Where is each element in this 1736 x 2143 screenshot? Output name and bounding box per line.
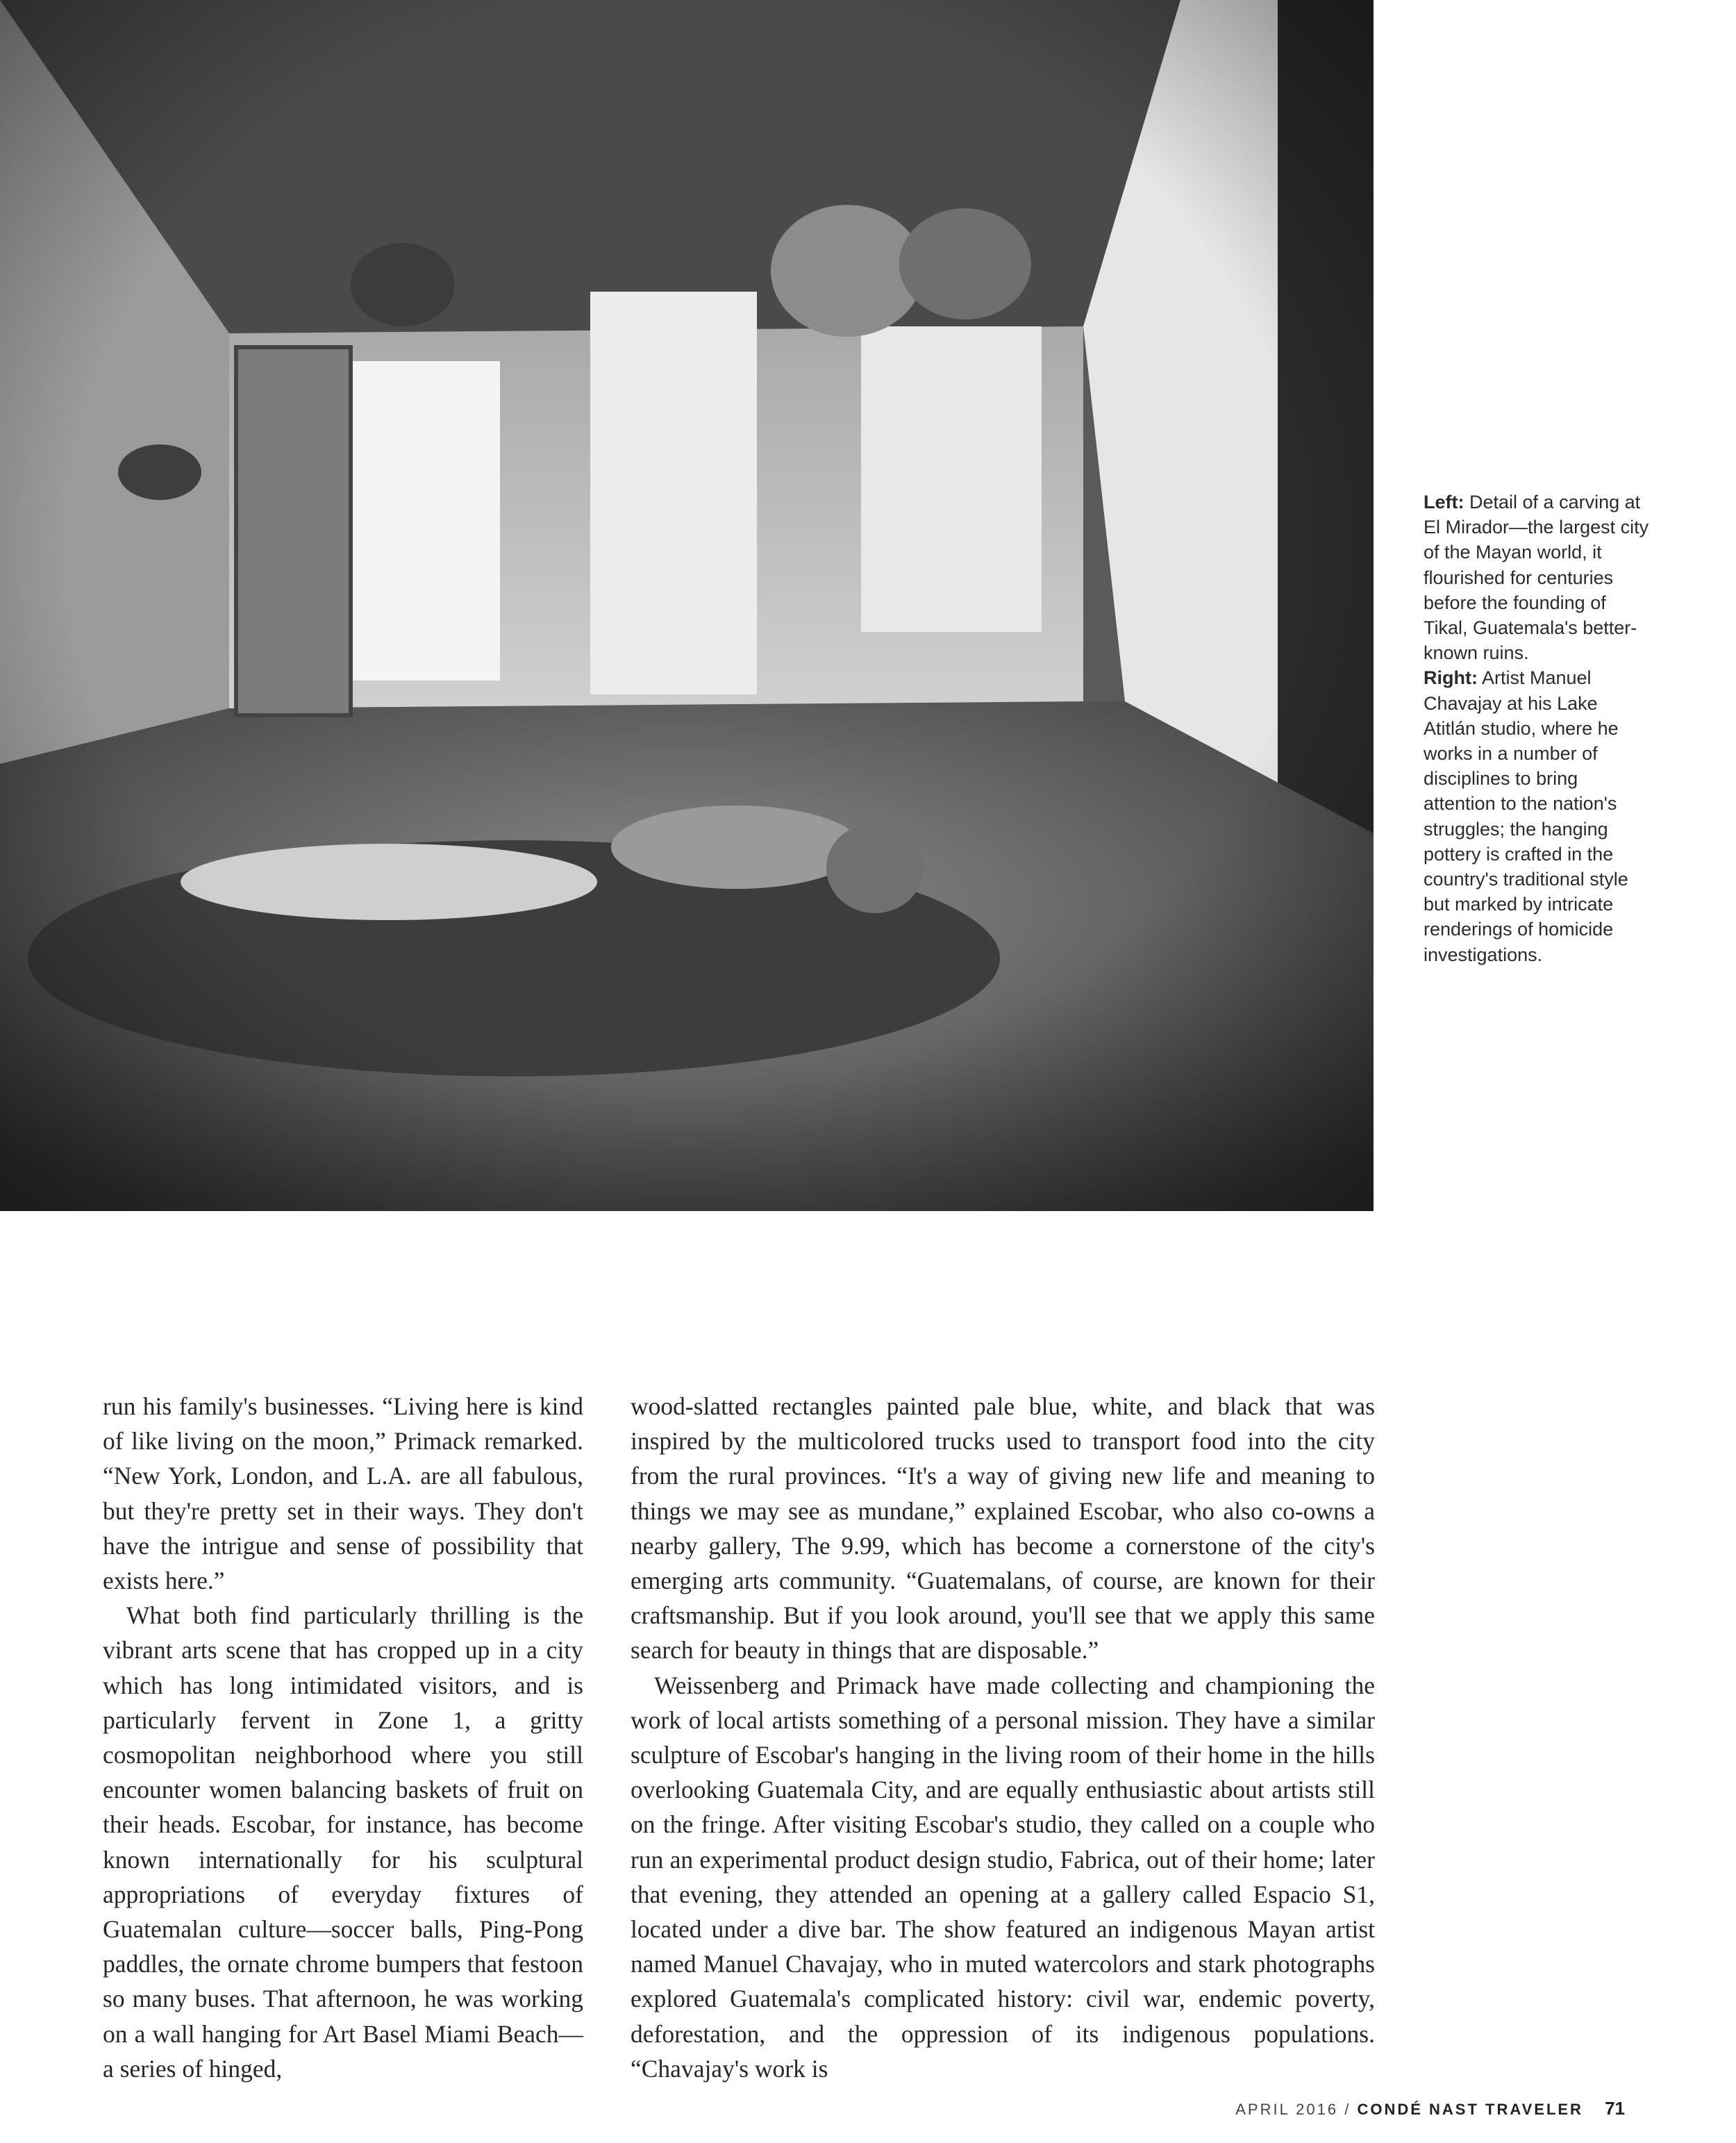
- caption-left-label: Left:: [1424, 492, 1464, 512]
- caption-left-text: Detail of a carving at El Mirador—the largest city of the Mayan world, it flourished for centuries before the founding of Tikal, Guatemala's better-known ruins.: [1424, 492, 1649, 664]
- page-footer: [1055, 2098, 1625, 2119]
- issue-date: APRIL 2016: [1235, 2101, 1339, 2118]
- page-number: 71: [1605, 2098, 1625, 2119]
- studio-photo-illustration: [0, 0, 1374, 1211]
- caption-left: [1424, 490, 1653, 665]
- article-paragraph: run his family's businesses. “Living here is kind of like living on the moon,” Primack remarked. “New York, London, and L.A. are all fabulous, but they're pretty set in their ways. They don't have the intrigue and sense of possibility that exists here.”: [103, 1392, 583, 1595]
- photo-caption: [1424, 490, 1653, 967]
- caption-right-label: Right:: [1424, 667, 1478, 689]
- caption-right: [1424, 665, 1653, 967]
- article-right-column: [631, 1389, 1375, 2086]
- article-left-column: [103, 1389, 583, 2086]
- publication-name: CONDÉ NAST TRAVELER: [1357, 2101, 1583, 2118]
- caption-right-text: Artist Manuel Chavajay at his Lake Atitlán studio, where he works in a number of disciplines to bring attention to the nation's struggles; the hanging pottery is crafted in the country's traditional style but marked by intricate renderings of homicide investigations.: [1424, 667, 1628, 965]
- article-paragraph: wood-slatted rectangles painted pale blue, white, and black that was inspired by the multicolored trucks used to transport food into the city from the rural provinces. “It's a way of giving new life and meaning to things we may see as mundane,” explained Escobar, who also co-owns a nearby gallery, The 9.99, which has become a cornerstone of the city's emerging arts community. “Guatemalans, of course, are known for their craftsmanship. But if you look around, you'll see that we apply this same search for beauty in things that are disposable.”: [631, 1392, 1375, 1665]
- feature-photo: [0, 0, 1374, 1211]
- article-paragraph: What both find particularly thrilling is the vibrant arts scene that has cropped up in a city which has long intimidated visitors, and is particularly fervent in Zone 1, a gritty cosmopolitan neighborhood where you still encounter women balancing baskets of fruit on their heads. Escobar, for instance, has become known internationally for his sculptural appropriations of everyday fixtures of Guatemalan culture—soccer balls, Ping-Pong paddles, the ornate chrome bumpers that festoon so many buses. That afternoon, he was working on a wall hanging for Art Basel Miami Beach—a series of hinged,: [103, 1601, 583, 2083]
- article-paragraph: Weissenberg and Primack have made collecting and championing the work of local artists something of a personal mission. They have a similar sculpture of Escobar's hanging in the living room of their home in the hills overlooking Guatemala City, and are equally enthusiastic about artists still on the fringe. After visiting Escobar's studio, they called on a couple who run an experimental product design studio, Fabrica, out of their home; later that evening, they attended an opening at a gallery called Espacio S1, located under a dive bar. The show featured an indigenous Mayan artist named Manuel Chavajay, who in muted watercolors and stark photographs explored Guatemala's complicated history: civil war, endemic poverty, deforestation, and the oppression of its indigenous populations. “Chavajay's work is: [631, 1671, 1375, 2083]
- footer-separator: /: [1344, 2101, 1351, 2118]
